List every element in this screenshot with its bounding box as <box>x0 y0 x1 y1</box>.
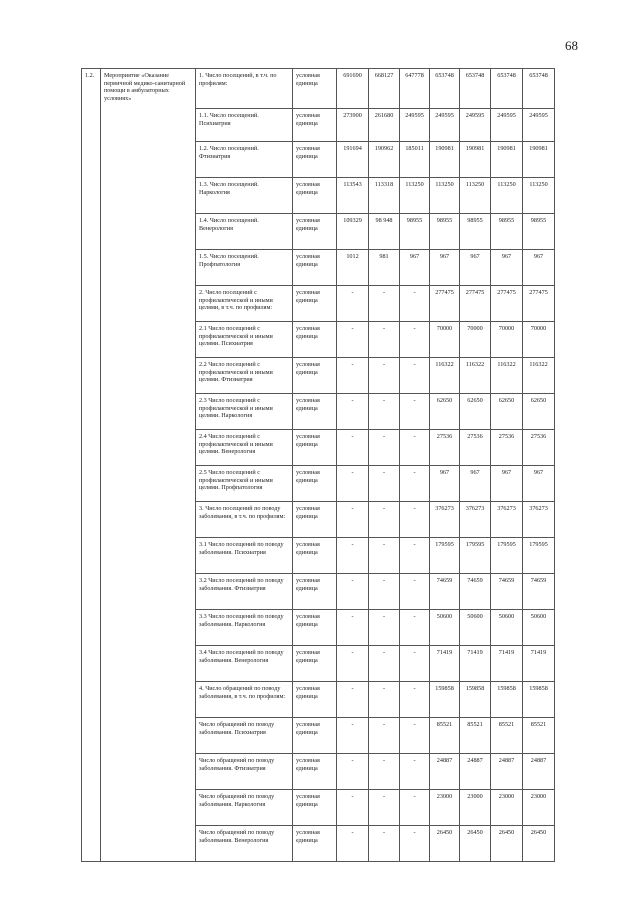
value-cell: - <box>400 394 430 430</box>
value-cell: 98955 <box>491 214 523 250</box>
value-cell: 26450 <box>460 826 491 862</box>
value-cell: 981 <box>369 250 400 286</box>
indicator-cell: Число обращений по поводу заболевания. Фтизиатрия <box>196 754 293 790</box>
value-cell: 50600 <box>430 610 460 646</box>
value-cell: 26450 <box>430 826 460 862</box>
value-cell: 70000 <box>491 322 523 358</box>
unit-cell: условная единица <box>293 286 337 322</box>
value-cell: 967 <box>460 466 491 502</box>
value-cell: - <box>337 826 369 862</box>
indicators-table <box>81 68 555 862</box>
unit-cell: условная единица <box>293 610 337 646</box>
value-cell: 249595 <box>491 109 523 142</box>
indicator-cell: Число обращений по поводу заболевания. Венерология <box>196 826 293 862</box>
unit-cell: условная единица <box>293 69 337 109</box>
unit-cell: условная единица <box>293 646 337 682</box>
value-cell: 967 <box>430 250 460 286</box>
value-cell: - <box>400 358 430 394</box>
unit-cell: условная единица <box>293 430 337 466</box>
value-cell: - <box>400 790 430 826</box>
value-cell: 24887 <box>491 754 523 790</box>
value-cell: 159858 <box>491 682 523 718</box>
indicator-cell: 3. Число посещений по поводу заболевания, в т.ч. по профилям: <box>196 502 293 538</box>
value-cell: - <box>400 286 430 322</box>
indicator-cell: 2.4 Число посещений с профилактической и иными целями. Венерология <box>196 430 293 466</box>
value-cell: - <box>369 394 400 430</box>
value-cell: 190981 <box>523 142 555 178</box>
section-title: Мероприятие «Оказание первичной медико-санитарной помощи в амбулаторных условиях» <box>101 69 196 862</box>
value-cell: 85521 <box>430 718 460 754</box>
unit-cell: условная единица <box>293 214 337 250</box>
indicator-cell: 2.5 Число посещений с профилактической и иными целями. Профпатология <box>196 466 293 502</box>
indicator-cell: 2.1 Число посещений с профилактической и иными целями. Психиатрия <box>196 322 293 358</box>
value-cell: 50600 <box>491 610 523 646</box>
value-cell: - <box>337 610 369 646</box>
value-cell: 113250 <box>460 178 491 214</box>
unit-cell: условная единица <box>293 109 337 142</box>
value-cell: 376273 <box>523 502 555 538</box>
value-cell: 190962 <box>369 142 400 178</box>
value-cell: - <box>337 394 369 430</box>
value-cell: - <box>337 322 369 358</box>
value-cell: 191694 <box>337 142 369 178</box>
value-cell: 967 <box>460 250 491 286</box>
value-cell: 967 <box>430 466 460 502</box>
value-cell: - <box>337 574 369 610</box>
value-cell: 98955 <box>460 214 491 250</box>
value-cell: - <box>337 790 369 826</box>
value-cell: 116322 <box>430 358 460 394</box>
unit-cell: условная единица <box>293 466 337 502</box>
value-cell: - <box>337 466 369 502</box>
value-cell: 71419 <box>491 646 523 682</box>
value-cell: 113250 <box>400 178 430 214</box>
value-cell: - <box>369 754 400 790</box>
value-cell: 376273 <box>491 502 523 538</box>
value-cell: - <box>369 286 400 322</box>
unit-cell: условная единица <box>293 718 337 754</box>
value-cell: 179595 <box>430 538 460 574</box>
value-cell: 277475 <box>430 286 460 322</box>
unit-cell: условная единица <box>293 826 337 862</box>
value-cell: 62650 <box>430 394 460 430</box>
value-cell: 277475 <box>523 286 555 322</box>
indicator-cell: 4. Число обращений по поводу заболевания, в т.ч. по профилям: <box>196 682 293 718</box>
value-cell: - <box>337 502 369 538</box>
value-cell: - <box>337 538 369 574</box>
value-cell: 27536 <box>460 430 491 466</box>
value-cell: 653748 <box>491 69 523 109</box>
value-cell: 113318 <box>369 178 400 214</box>
value-cell: 261680 <box>369 109 400 142</box>
indicator-cell: 1.2. Число посещений. Фтизиатрия <box>196 142 293 178</box>
value-cell: 23000 <box>430 790 460 826</box>
value-cell: 113543 <box>337 178 369 214</box>
value-cell: 113250 <box>430 178 460 214</box>
value-cell: 277475 <box>491 286 523 322</box>
value-cell: 85521 <box>523 718 555 754</box>
indicator-cell: Число обращений по поводу заболевания. Наркология <box>196 790 293 826</box>
value-cell: 967 <box>523 466 555 502</box>
indicator-cell: 3.2 Число посещений по поводу заболевания. Фтизиатрия <box>196 574 293 610</box>
value-cell: 71419 <box>523 646 555 682</box>
value-cell: 653748 <box>523 69 555 109</box>
value-cell: 98955 <box>523 214 555 250</box>
value-cell: - <box>369 430 400 466</box>
value-cell: - <box>369 646 400 682</box>
value-cell: 249595 <box>523 109 555 142</box>
value-cell: 249595 <box>430 109 460 142</box>
value-cell: 159858 <box>523 682 555 718</box>
value-cell: 74659 <box>491 574 523 610</box>
value-cell: 691690 <box>337 69 369 109</box>
value-cell: 74659 <box>460 574 491 610</box>
value-cell: - <box>400 322 430 358</box>
value-cell: 116322 <box>523 358 555 394</box>
value-cell: - <box>400 718 430 754</box>
value-cell: 190981 <box>460 142 491 178</box>
indicator-cell: 1.5. Число посещений. Профпатология <box>196 250 293 286</box>
value-cell: 967 <box>523 250 555 286</box>
value-cell: 116322 <box>491 358 523 394</box>
value-cell: 27536 <box>430 430 460 466</box>
value-cell: 273900 <box>337 109 369 142</box>
value-cell: 376273 <box>460 502 491 538</box>
unit-cell: условная единица <box>293 538 337 574</box>
unit-cell: условная единица <box>293 754 337 790</box>
value-cell: 71419 <box>430 646 460 682</box>
unit-cell: условная единица <box>293 250 337 286</box>
value-cell: - <box>400 826 430 862</box>
value-cell: 50600 <box>523 610 555 646</box>
unit-cell: условная единица <box>293 358 337 394</box>
value-cell: 62650 <box>523 394 555 430</box>
value-cell: - <box>369 466 400 502</box>
value-cell: - <box>369 826 400 862</box>
indicator-cell: 1.1. Число посещений. Психиатрия <box>196 109 293 142</box>
value-cell: - <box>400 430 430 466</box>
indicator-cell: 2.2 Число посещений с профилактической и иными целями. Фтизиатрия <box>196 358 293 394</box>
value-cell: 50600 <box>460 610 491 646</box>
indicator-cell: 2. Число посещений с профилактической и иными целями, в т.ч. по профилям: <box>196 286 293 322</box>
value-cell: 159858 <box>460 682 491 718</box>
value-cell: - <box>369 538 400 574</box>
value-cell: 98955 <box>430 214 460 250</box>
value-cell: - <box>400 538 430 574</box>
value-cell: 249595 <box>460 109 491 142</box>
value-cell: - <box>337 754 369 790</box>
unit-cell: условная единица <box>293 322 337 358</box>
value-cell: 116322 <box>460 358 491 394</box>
unit-cell: условная единица <box>293 178 337 214</box>
value-cell: 62650 <box>491 394 523 430</box>
indicator-cell: 3.1 Число посещений по поводу заболевания. Психиатрия <box>196 538 293 574</box>
value-cell: 62650 <box>460 394 491 430</box>
value-cell: 71419 <box>460 646 491 682</box>
value-cell: - <box>400 682 430 718</box>
value-cell: - <box>400 574 430 610</box>
unit-cell: условная единица <box>293 394 337 430</box>
indicator-cell: 3.4 Число посещений по поводу заболевания. Венерология <box>196 646 293 682</box>
value-cell: 24887 <box>460 754 491 790</box>
value-cell: 190981 <box>430 142 460 178</box>
value-cell: 653748 <box>460 69 491 109</box>
value-cell: - <box>337 358 369 394</box>
indicator-cell: 1.3. Число посещений. Наркология <box>196 178 293 214</box>
value-cell: 26450 <box>523 826 555 862</box>
value-cell: - <box>400 646 430 682</box>
value-cell: - <box>337 286 369 322</box>
value-cell: - <box>337 430 369 466</box>
value-cell: 967 <box>491 250 523 286</box>
value-cell: - <box>369 322 400 358</box>
value-cell: - <box>369 718 400 754</box>
section-index: 1.2. <box>82 69 101 862</box>
value-cell: 85521 <box>491 718 523 754</box>
value-cell: 70000 <box>523 322 555 358</box>
value-cell: - <box>400 754 430 790</box>
value-cell: 668127 <box>369 69 400 109</box>
value-cell: - <box>369 682 400 718</box>
value-cell: 98 948 <box>369 214 400 250</box>
indicator-cell: 1.4. Число посещений. Венерология <box>196 214 293 250</box>
value-cell: 185011 <box>400 142 430 178</box>
indicator-cell: 3.3 Число посещений по поводу заболевания. Наркология <box>196 610 293 646</box>
value-cell: 74659 <box>523 574 555 610</box>
value-cell: 179595 <box>491 538 523 574</box>
unit-cell: условная единица <box>293 502 337 538</box>
value-cell: 190981 <box>491 142 523 178</box>
value-cell: 27536 <box>523 430 555 466</box>
value-cell: 98955 <box>400 214 430 250</box>
value-cell: 74659 <box>430 574 460 610</box>
value-cell: 647778 <box>400 69 430 109</box>
value-cell: 27536 <box>491 430 523 466</box>
value-cell: - <box>337 718 369 754</box>
value-cell: 179595 <box>460 538 491 574</box>
unit-cell: условная единица <box>293 682 337 718</box>
value-cell: 70000 <box>430 322 460 358</box>
unit-cell: условная единица <box>293 142 337 178</box>
value-cell: 109329 <box>337 214 369 250</box>
value-cell: - <box>337 646 369 682</box>
value-cell: 113250 <box>523 178 555 214</box>
value-cell: - <box>337 682 369 718</box>
value-cell: 179595 <box>523 538 555 574</box>
value-cell: - <box>400 502 430 538</box>
value-cell: 653748 <box>430 69 460 109</box>
value-cell: 26450 <box>491 826 523 862</box>
value-cell: - <box>369 574 400 610</box>
value-cell: - <box>369 610 400 646</box>
indicator-cell: Число обращений по поводу заболевания. Психиатрия <box>196 718 293 754</box>
value-cell: 277475 <box>460 286 491 322</box>
value-cell: 24887 <box>523 754 555 790</box>
value-cell: 1012 <box>337 250 369 286</box>
table-row <box>82 69 555 109</box>
value-cell: 85521 <box>460 718 491 754</box>
unit-cell: условная единица <box>293 790 337 826</box>
value-cell: 113250 <box>491 178 523 214</box>
value-cell: 159858 <box>430 682 460 718</box>
value-cell: - <box>369 358 400 394</box>
indicator-cell: 1. Число посещений, в т.ч. по профилям: <box>196 69 293 109</box>
value-cell: - <box>400 610 430 646</box>
value-cell: - <box>369 790 400 826</box>
value-cell: 23000 <box>460 790 491 826</box>
value-cell: 967 <box>491 466 523 502</box>
value-cell: - <box>369 502 400 538</box>
value-cell: 24887 <box>430 754 460 790</box>
value-cell: 376273 <box>430 502 460 538</box>
value-cell: - <box>400 466 430 502</box>
value-cell: 23000 <box>491 790 523 826</box>
value-cell: 70000 <box>460 322 491 358</box>
page-number: 68 <box>565 38 578 53</box>
value-cell: 967 <box>400 250 430 286</box>
unit-cell: условная единица <box>293 574 337 610</box>
value-cell: 249595 <box>400 109 430 142</box>
value-cell: 23000 <box>523 790 555 826</box>
indicator-cell: 2.3 Число посещений с профилактической и иными целями. Наркология <box>196 394 293 430</box>
